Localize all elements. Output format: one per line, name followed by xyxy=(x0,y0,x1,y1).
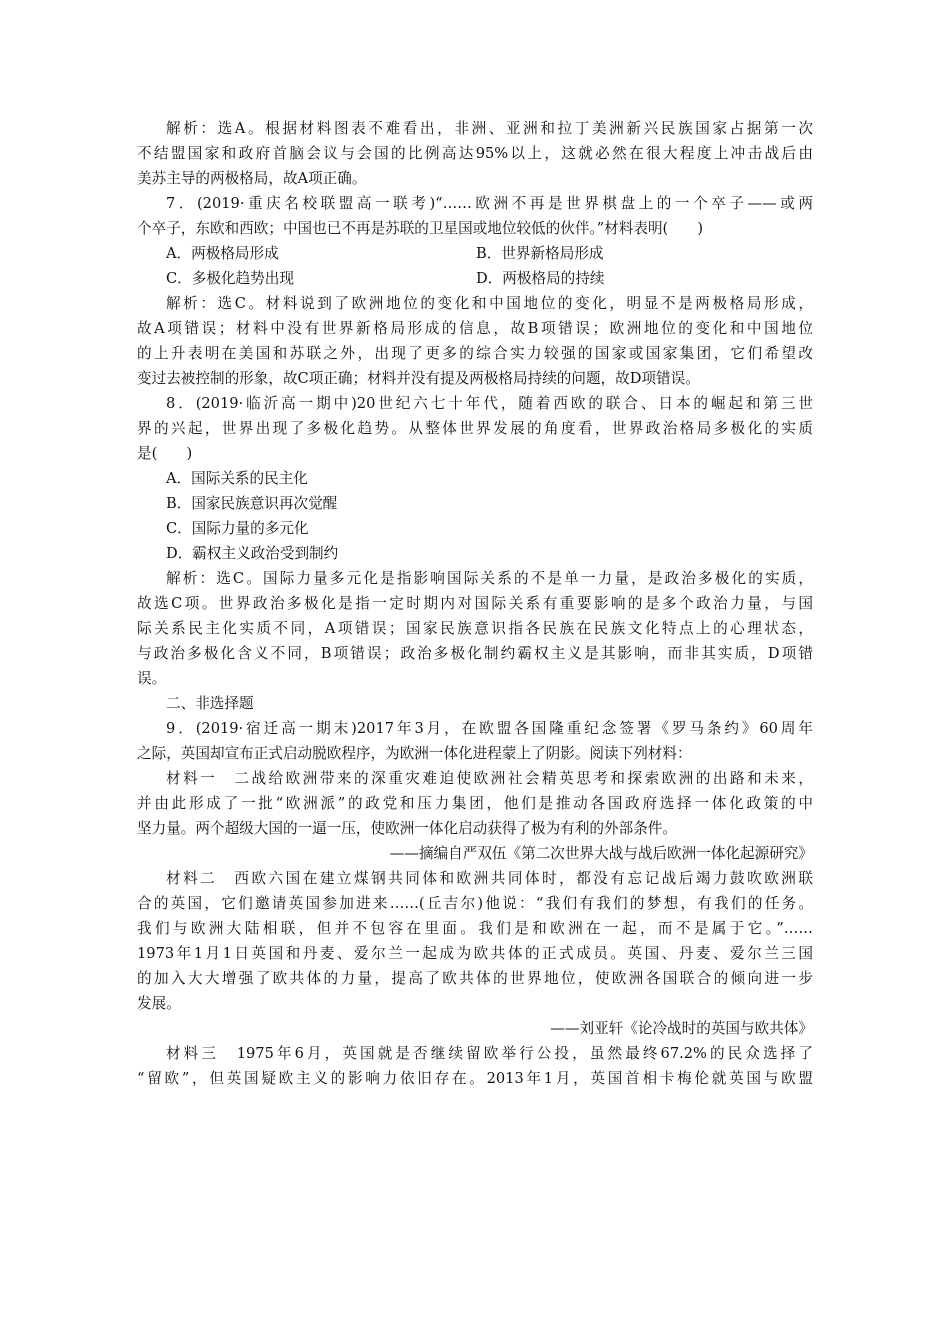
question-9 xyxy=(137,716,813,1091)
analysis-line: 际关系民主化实质不同，A项错误；国家民族意识指各民族在民族文化特点上的心理状态， xyxy=(137,620,813,637)
material-3-line: 材料三 1975年6月，英国就是否继续留欧举行公投，虽然最终67.2%的民众选择了 xyxy=(166,1045,813,1062)
analysis-line: 变过去被控制的形象，故C项正确；材料并没有提及两极格局持续的问题，故D项错误。 xyxy=(137,370,700,387)
material-1-line: 材料一 二战给欧洲带来的深重灾难迫使欧洲社会精英思考和探索欧洲的出路和未来， xyxy=(166,770,813,787)
analysis-line: 与政治多极化含义不同，B项错误；政治多极化制约霸权主义是其影响，而非其实质，D项错 xyxy=(137,645,813,662)
material-2-line: 的加入大大增强了欧共体的力量，提高了欧共体的世界地位，使欧洲各国联合的倾向进一步 xyxy=(137,970,813,987)
analysis-line: 的上升表明在美国和苏联之外，出现了更多的综合实力较强的国家或国家集团，它们希望改 xyxy=(137,345,813,362)
option-d: D．霸权主义政治受到制约 xyxy=(166,545,339,562)
material-2-line: 我们与欧洲大陆相联，但并不包容在里面。我们是和欧洲在一起，而不是属于它。”…… xyxy=(137,920,813,937)
option-a: A．两极格局形成 xyxy=(166,245,279,262)
material-1-line: 并由此形成了一批“欧洲派”的政党和压力集团，他们是推动各国政府选择一体化政策的中 xyxy=(137,795,813,812)
question-stem-line: 个卒子，东欧和西欧；中国也已不再是苏联的卫星国或地位较低的伙伴。”材料表明( ) xyxy=(137,220,704,237)
option-c: C．国际力量的多元化 xyxy=(166,520,309,537)
document-body xyxy=(137,116,813,1091)
q6-analysis xyxy=(137,116,813,191)
analysis-line: 误。 xyxy=(137,670,167,687)
options-row xyxy=(137,241,813,266)
material-1-line: 坚力量。两个超级大国的一逼一压，使欧洲一体化启动获得了极为有利的外部条件。 xyxy=(137,820,677,837)
option-c: C．多极化趋势出现 xyxy=(166,270,294,287)
material-3-line: “留欧”，但英国疑欧主义的影响力依旧存在。2013年1月，英国首相卡梅伦就英国与欧盟 xyxy=(137,1070,813,1087)
options-row xyxy=(137,266,813,291)
question-8 xyxy=(137,391,813,691)
question-stem-line: 9．(2019·宿迁高一期末)2017年3月，在欧盟各国隆重纪念签署《罗马条约》60周年 xyxy=(166,720,813,737)
analysis-line: 解析：选C。材料说到了欧洲地位的变化和中国地位的变化，明显不是两极格局形成， xyxy=(166,295,813,312)
option-b: B．世界新格局形成 xyxy=(476,245,604,262)
material-2-line: 材料二 西欧六国在建立煤钢共同体和欧洲共同体时，都没有忘记战后竭力鼓吹欧洲联 xyxy=(166,870,813,887)
material-2-source: ——刘亚轩《论冷战时的英国与欧共体》 xyxy=(550,1020,813,1037)
analysis-line: 解析：选A。根据材料图表不难看出，非洲、亚洲和拉丁美洲新兴民族国家占据第一次 xyxy=(166,120,813,137)
material-2-line: 1973年1月1日英国和丹麦、爱尔兰一起成为欧共体的正式成员。英国、丹麦、爱尔兰三国 xyxy=(137,945,813,962)
analysis-line: 故选C项。世界政治多极化是指一定时期内对国际关系有重要影响的是多个政治力量，与国 xyxy=(137,595,813,612)
analysis-line: 不结盟国家和政府首脑会议与会国的比例高达95%以上，这就必然在很大程度上冲击战后由 xyxy=(137,145,813,162)
material-1-source: ——摘编自严双伍《第二次世界大战与战后欧洲一体化起源研究》 xyxy=(389,845,813,862)
question-stem-line: 8．(2019·临沂高一期中)20世纪六七十年代，随着西欧的联合、日本的崛起和第三世 xyxy=(166,395,813,412)
question-stem-line: 是( ) xyxy=(137,445,193,462)
option-a: A．国际关系的民主化 xyxy=(166,470,308,487)
analysis-line: 解析：选C。国际力量多元化是指影响国际关系的不是单一力量，是政治多极化的实质， xyxy=(166,570,813,587)
option-b: B．国家民族意识再次觉醒 xyxy=(166,495,338,512)
analysis-line: 故A项错误；材料中没有世界新格局形成的信息，故B项错误；欧洲地位的变化和中国地位 xyxy=(137,320,813,337)
option-d: D．两极格局的持续 xyxy=(476,270,605,287)
material-2-line: 合的英国，它们邀请英国参加进来……(丘吉尔)他说：“我们有我们的梦想，有我们的任务。 xyxy=(137,895,813,912)
question-stem-line: 界的兴起，世界出现了多极化趋势。从整体世界发展的角度看，世界政治格局多极化的实质 xyxy=(137,420,813,437)
question-stem-line: 7．(2019·重庆名校联盟高一联考)“……欧洲不再是世界棋盘上的一个卒子——或两 xyxy=(166,195,813,212)
analysis-line: 美苏主导的两极格局，故A项正确。 xyxy=(137,170,367,187)
question-stem-line: 之际，英国却宣布正式启动脱欧程序，为欧洲一体化进程蒙上了阴影。阅读下列材料： xyxy=(137,745,692,762)
section-title: 二、非选择题 xyxy=(166,695,254,712)
question-7 xyxy=(137,191,813,391)
material-2-line: 发展。 xyxy=(137,995,181,1012)
